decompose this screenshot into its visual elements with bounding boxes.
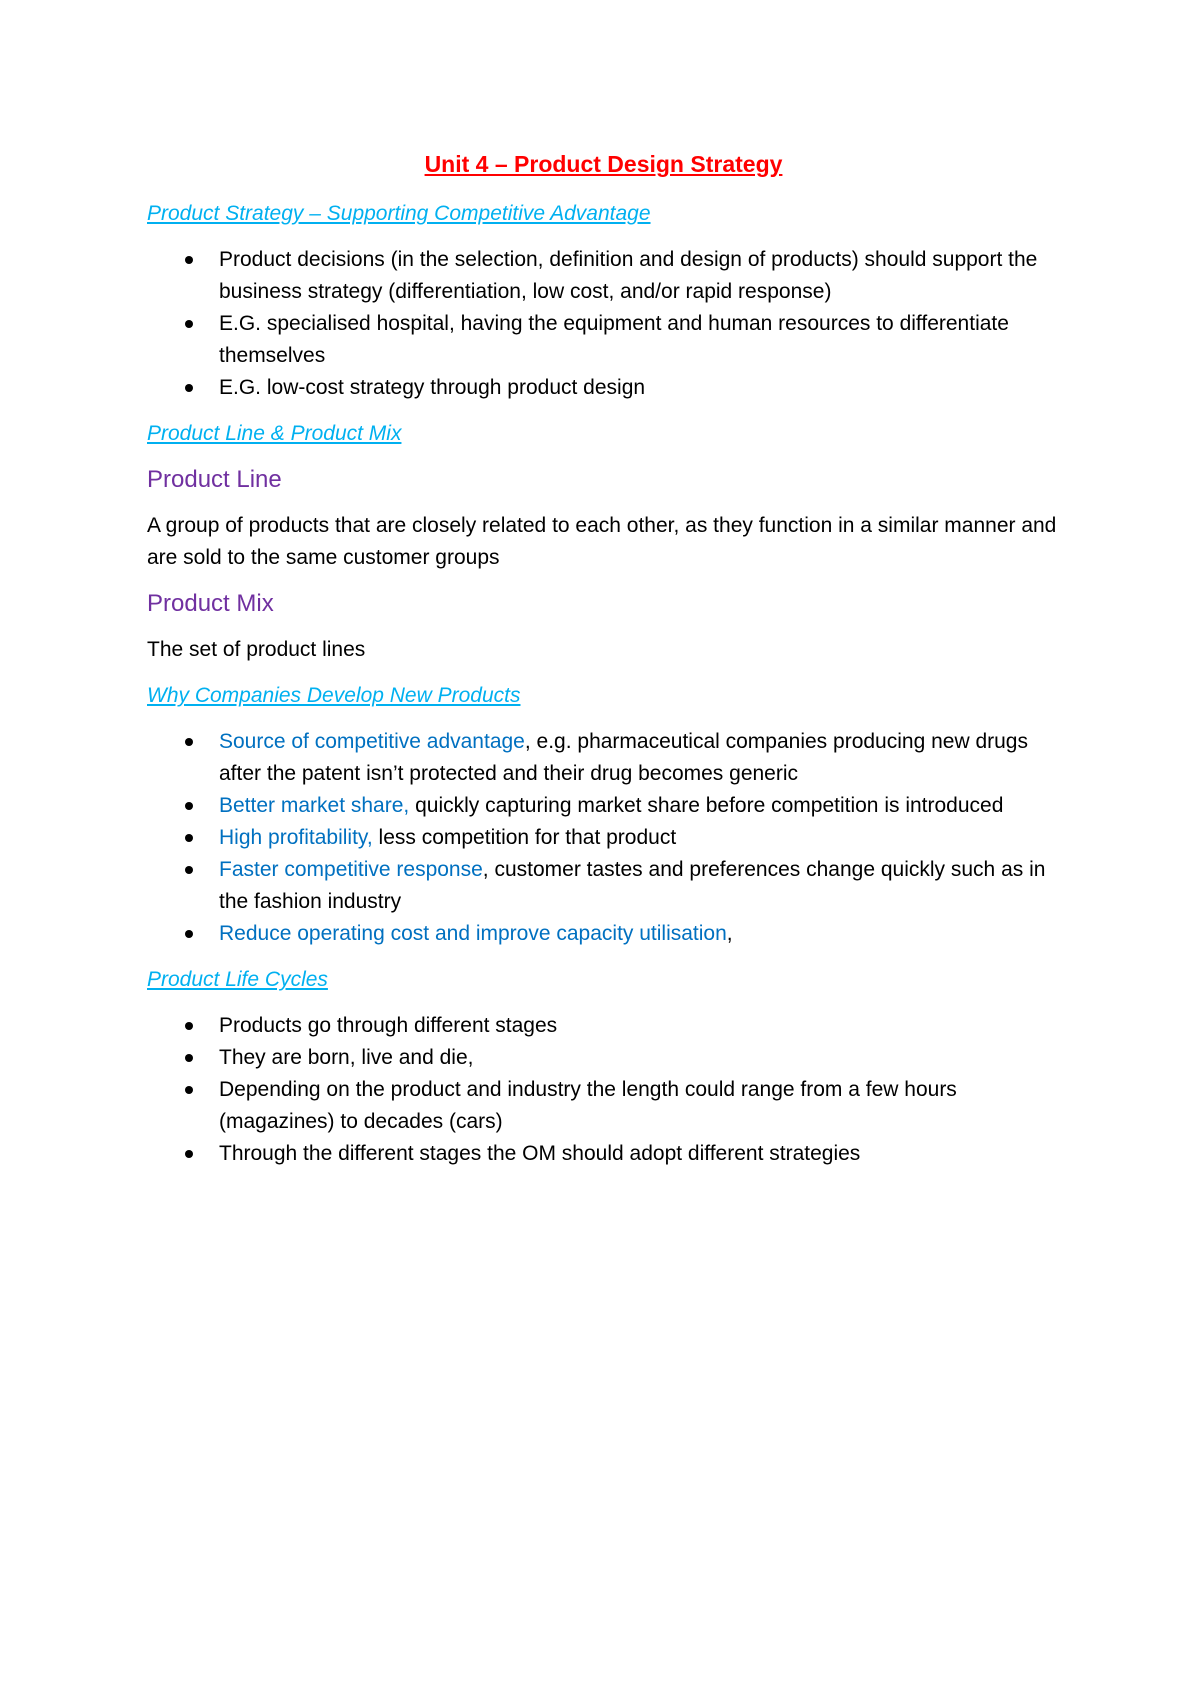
subhead-product-life-cycles: Product Life Cycles bbox=[147, 968, 328, 991]
list-item: Faster competitive response, customer tastes and preferences change quickly such as in the fashion industry bbox=[147, 854, 1060, 918]
list-item: Through the different stages the OM should adopt different strategies bbox=[147, 1138, 1060, 1170]
list-item: Reduce operating cost and improve capacity utilisation, bbox=[147, 918, 1060, 950]
bullet-icon bbox=[185, 930, 193, 938]
bullet-icon bbox=[185, 256, 193, 264]
bullet-icon bbox=[185, 384, 193, 392]
product-strategy-list bbox=[147, 244, 1060, 404]
list-item: E.G. low-cost strategy through product design bbox=[147, 372, 1060, 404]
reason-label: Faster competitive response bbox=[219, 858, 483, 881]
bullet-icon bbox=[185, 1086, 193, 1094]
subhead-why-new-products: Why Companies Develop New Products bbox=[147, 684, 521, 707]
bullet-icon bbox=[185, 866, 193, 874]
list-item: Better market share, quickly capturing market share before competition is introduced bbox=[147, 790, 1060, 822]
reason-label: High profitability, bbox=[219, 826, 373, 849]
product-line-definition: A group of products that are closely related to each other, as they function in a similar manner and are sold to the same customer groups bbox=[147, 514, 1057, 569]
bullet-icon bbox=[185, 738, 193, 746]
life-cycles-list bbox=[147, 1010, 1060, 1170]
heading-product-mix: Product Mix bbox=[147, 590, 274, 617]
bullet-icon bbox=[185, 1022, 193, 1030]
bullet-icon bbox=[185, 320, 193, 328]
list-item: High profitability, less competition for that product bbox=[147, 822, 1060, 854]
list-item: Product decisions (in the selection, definition and design of products) should support the business strategy (differentiation, low cost, and/or rapid response) bbox=[147, 244, 1060, 308]
reason-label: Better market share, bbox=[219, 794, 410, 817]
product-mix-definition: The set of product lines bbox=[147, 638, 366, 661]
list-item: Products go through different stages bbox=[147, 1010, 1060, 1042]
list-item: Source of competitive advantage, e.g. pharmaceutical companies producing new drugs after the patent isn’t protected and their drug becomes generic bbox=[147, 726, 1060, 790]
heading-product-line: Product Line bbox=[147, 466, 282, 493]
list-item: Depending on the product and industry the length could range from a few hours (magazines) to decades (cars) bbox=[147, 1074, 1060, 1138]
subhead-product-strategy: Product Strategy – Supporting Competitive Advantage bbox=[147, 202, 651, 225]
bullet-icon bbox=[185, 802, 193, 810]
why-new-products-list bbox=[147, 726, 1060, 950]
page-title: Unit 4 – Product Design Strategy bbox=[424, 151, 783, 177]
subhead-product-line-mix: Product Line & Product Mix bbox=[147, 422, 402, 445]
bullet-icon bbox=[185, 1150, 193, 1158]
list-item: E.G. specialised hospital, having the equipment and human resources to differentiate themselves bbox=[147, 308, 1060, 372]
list-item: They are born, live and die, bbox=[147, 1042, 1060, 1074]
bullet-icon bbox=[185, 834, 193, 842]
reason-label: Source of competitive advantage bbox=[219, 730, 525, 753]
bullet-icon bbox=[185, 1054, 193, 1062]
reason-label: Reduce operating cost and improve capacity utilisation bbox=[219, 922, 727, 945]
